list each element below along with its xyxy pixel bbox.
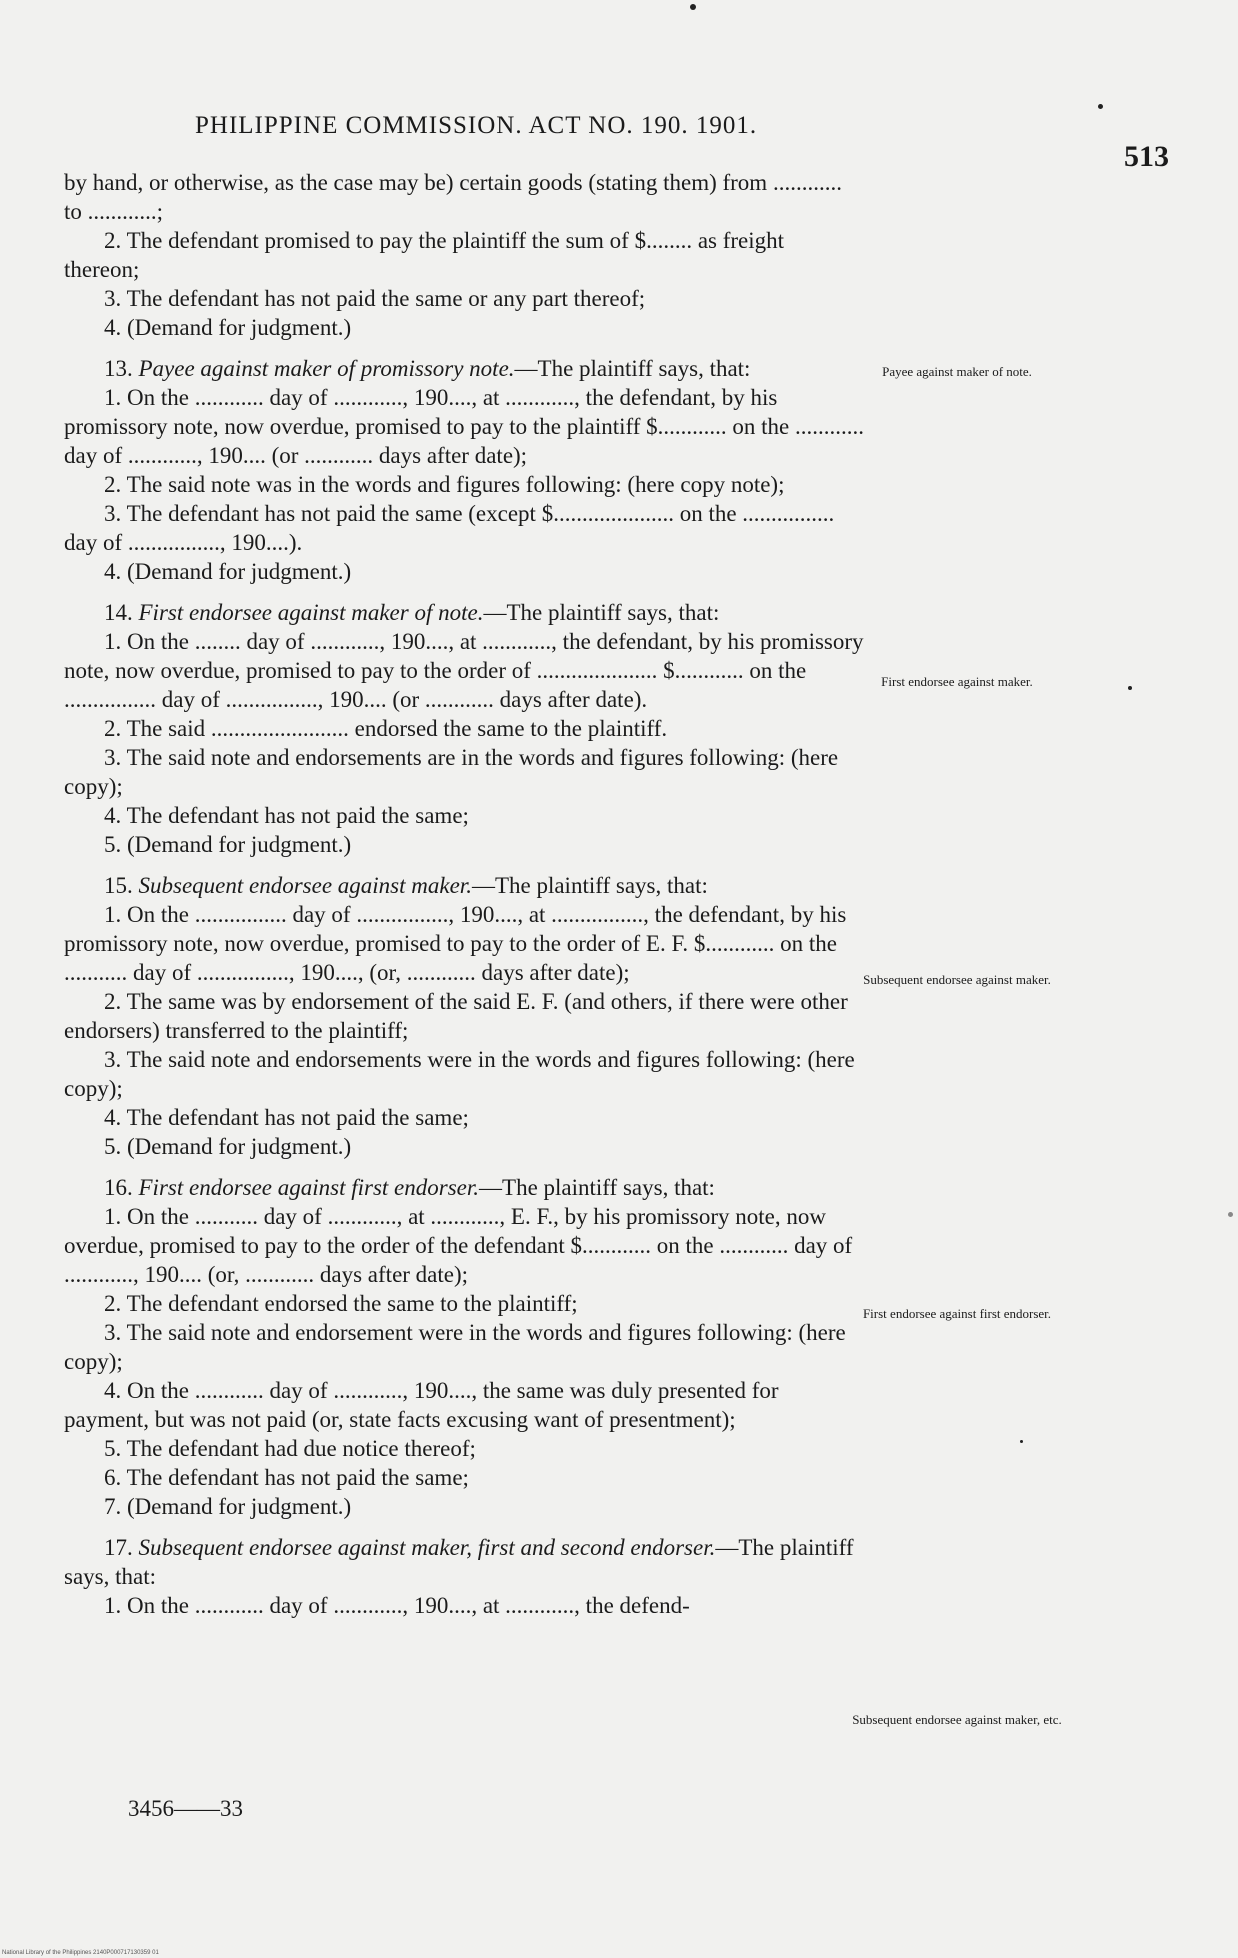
paragraph: 5. (Demand for judgment.): [104, 832, 352, 857]
paragraph: 6. The defendant has not paid the same;: [104, 1465, 469, 1490]
section-title: Payee against maker of promissory note.: [138, 356, 515, 381]
section-title: First endorsee against maker of note.: [138, 600, 484, 625]
section-17-heading: [64, 1533, 864, 1591]
section-lead: —The plaintiff says, that:: [471, 873, 708, 898]
paragraph: 1. On the ............ day of ............, 190...., at ............, the defend-: [104, 1593, 690, 1618]
scan-speck: [1128, 686, 1132, 690]
margin-note: Payee against maker of note.: [882, 364, 1032, 379]
paragraph: 1. On the ........... day of ............, at ............, E. F., by his promissory note, now overdue, promised to pay to the order of the defendant $............ on the ............ day of ............, 190.... (or, ............ days after date);: [64, 1204, 853, 1287]
scan-speck: [690, 4, 696, 10]
body-text: [64, 168, 864, 1620]
paragraph: 2. The same was by endorsement of the said E. F. (and others, if there were other endorsers) transferred to the plaintiff;: [64, 989, 848, 1043]
section-title: First endorsee against first endorser.: [138, 1175, 480, 1200]
paragraph: 4. The defendant has not paid the same;: [104, 803, 469, 828]
paragraph: 1. On the ........ day of ............, 190...., at ............, the defendant, by his promissory note, now overdue, promised to pay to the order of ..................... $............ on the ................ day of ................, 190.... (or ............ days after date).: [64, 629, 864, 712]
paragraph: 7. (Demand for judgment.): [104, 1494, 352, 1519]
paragraph: 3. The defendant has not paid the same or any part thereof;: [104, 286, 646, 311]
paragraph: 5. (Demand for judgment.): [104, 1134, 352, 1159]
paragraph: 4. (Demand for judgment.): [104, 315, 352, 340]
paragraph: by hand, or otherwise, as the case may be) certain goods (stating them) from ............ to ............;: [64, 170, 842, 224]
section-lead: —The plaintiff says, that:: [514, 356, 751, 381]
paragraph: 2. The defendant promised to pay the plaintiff the sum of $........ as freight thereon;: [64, 228, 785, 282]
signature-mark: 3456——33: [128, 1796, 243, 1821]
section-lead: —The plaintiff says, that:: [64, 1535, 854, 1589]
paragraph: 1. On the ................ day of ................, 190...., at ................, the defendant, by his promissory note, now overdue, promised to pay to the order of E. F. $............ on the ........... day of ................, 190...., (or, ............ days after date);: [64, 902, 847, 985]
section-14-heading: [64, 598, 864, 627]
paragraph: 2. The defendant endorsed the same to the plaintiff;: [104, 1291, 578, 1316]
section-lead: —The plaintiff says, that:: [483, 600, 720, 625]
section-number: 15.: [104, 873, 139, 898]
section-lead: —The plaintiff says, that:: [479, 1175, 715, 1200]
scan-speck: [1098, 104, 1103, 109]
paragraph: 3. The said note and endorsement were in the words and figures following: (here copy);: [64, 1320, 846, 1374]
margin-note: First endorsee against maker.: [881, 674, 1033, 689]
margin-note: Subsequent endorsee against maker.: [863, 972, 1051, 987]
section-number: 13.: [104, 356, 139, 381]
scan-credit: National Library of the Philippines 2140P000717130359 01: [2, 1950, 159, 1956]
section-number: 14.: [104, 600, 139, 625]
section-number: 17.: [104, 1535, 139, 1560]
paragraph: 4. On the ............ day of ............, 190...., the same was duly presented for payment, but was not paid (or, state facts excusing want of presentment);: [64, 1378, 779, 1432]
paragraph: 1. On the ............ day of ............, 190...., at ............, the defendant, by his promissory note, now overdue, promised to pay to the plaintiff $............ on the ............ day of ............, 190.... (or ............ days after date);: [64, 385, 864, 468]
section-13-heading: [64, 354, 864, 383]
section-title: Subsequent endorsee against maker.: [138, 873, 472, 898]
page-number: 513: [1124, 140, 1169, 173]
paragraph: 5. The defendant had due notice thereof;: [104, 1436, 476, 1461]
paragraph: 4. The defendant has not paid the same;: [104, 1105, 469, 1130]
margin-note: Subsequent endorsee against maker, etc.: [852, 1712, 1062, 1727]
scan-speck: [1228, 1212, 1233, 1217]
section-title: Subsequent endorsee against maker, first and second endorser.: [138, 1535, 716, 1560]
section-16-heading: [64, 1173, 864, 1202]
paragraph: 2. The said note was in the words and figures following: (here copy note);: [104, 472, 785, 497]
paragraph: 4. (Demand for judgment.): [104, 559, 352, 584]
running-header: PHILIPPINE COMMISSION. ACT NO. 190. 1901.: [195, 112, 758, 139]
paragraph: 3. The said note and endorsements were in the words and figures following: (here copy);: [64, 1047, 855, 1101]
margin-note: First endorsee against first endorser.: [862, 1306, 1052, 1321]
section-15-heading: [64, 871, 864, 900]
scan-speck: [1020, 1440, 1023, 1443]
section-number: 16.: [104, 1175, 139, 1200]
paragraph: 3. The defendant has not paid the same (except $..................... on the ................ day of ................, 190....).: [64, 501, 835, 555]
paragraph: 3. The said note and endorsements are in the words and figures following: (here copy);: [64, 745, 839, 799]
paragraph: 2. The said ........................ endorsed the same to the plaintiff.: [104, 716, 668, 741]
